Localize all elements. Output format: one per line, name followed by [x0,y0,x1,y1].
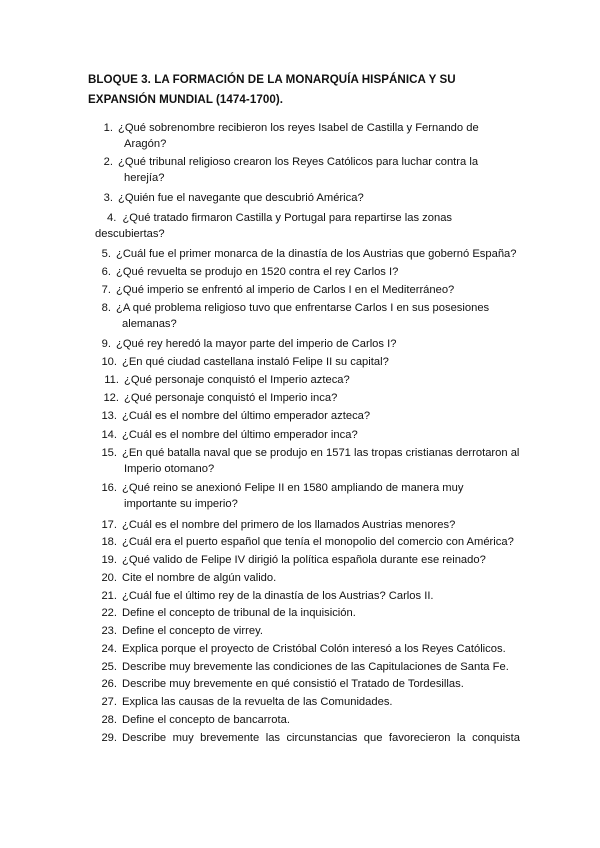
question-text: ¿Cuál es el nombre del último emperador inca? [122,429,358,441]
question-text: ¿Qué tratado firmaron Castilla y Portugal para repartirse las zonas [122,212,453,224]
question-text: Explica las causas de la revuelta de las Comunidades. [122,696,393,708]
question-number: 2. [103,156,113,168]
question-text: ¿Qué revuelta se produjo en 1520 contra el rey Carlos I? [116,266,399,278]
question-number: 28. [101,714,117,726]
question-text: ¿Cuál fue el primer monarca de la dinastía de los Austrias que gobernó España? [116,248,517,260]
question-number: 3. [103,192,113,204]
question-text: Define el concepto de tribunal de la inquisición. [122,607,356,619]
question-text: ¿Cuál era el puerto español que tenía el monopolio del comercio con América? [122,536,514,548]
question-number: 29. [101,732,117,744]
question-number: 1. [103,122,113,134]
question-number: 14. [101,429,117,441]
question-text: Describe muy brevemente las circunstancias que favorecieron la conquista [122,732,520,744]
question-item [103,154,479,186]
question-number: 9. [101,338,111,350]
title-line-1: BLOQUE 3. LA FORMACIÓN DE LA MONARQUÍA HISPÁNICA Y SU [88,73,456,86]
question-text: ¿Qué personaje conquistó el Imperio azteca? [124,374,350,386]
question-text-continued: descubiertas? [95,228,165,241]
question-item [101,534,514,550]
question-number: 23. [101,625,117,637]
question-text: ¿Quién fue el navegante que descubrió América? [118,192,364,204]
question-item [101,517,456,533]
document-title [88,70,518,110]
question-item [101,676,464,692]
question-number: 26. [101,678,117,690]
question-item [101,730,520,746]
question-item [101,480,464,512]
question-item [101,605,356,621]
question-text: ¿En qué batalla naval que se produjo en 1571 las tropas cristianas derrotaron al [122,447,520,459]
question-number: 24. [101,643,117,655]
question-item [101,659,509,675]
question-number: 15. [101,447,117,459]
question-text: ¿En qué ciudad castellana instaló Felipe II su capital? [122,356,389,368]
question-item [101,246,517,262]
question-text: Define el concepto de virrey. [122,625,263,637]
question-item [101,264,399,280]
question-item [103,190,364,206]
question-item [101,712,290,728]
question-item [103,390,338,406]
question-text: Define el concepto de bancarrota. [122,714,290,726]
question-number: 11. [104,374,119,386]
question-text: ¿Qué rey heredó la mayor parte del imperio de Carlos I? [116,338,397,350]
question-item [101,570,277,586]
question-number: 17. [101,519,117,531]
question-text: Describe muy brevemente las condiciones de las Capitulaciones de Santa Fe. [122,661,509,673]
question-number: 13. [101,410,117,422]
question-number: 20. [101,572,117,584]
question-number: 8. [101,302,111,314]
question-number: 12. [103,392,119,404]
question-text: ¿Qué sobrenombre recibieron los reyes Isabel de Castilla y Fernando de [118,122,479,134]
question-item [101,282,455,298]
question-item [101,336,397,352]
question-text: ¿Qué imperio se enfrentó al imperio de Carlos I en el Mediterráneo? [116,284,455,296]
question-number: 19. [101,554,117,566]
question-text: Describe muy brevemente en qué consistió el Tratado de Tordesillas. [122,678,464,690]
question-text: ¿Qué reino se anexionó Felipe II en 1580 ampliando de manera muy [122,482,464,494]
question-text: Explica porque el proyecto de Cristóbal Colón interesó a los Reyes Católicos. [122,643,506,655]
question-text: Cite el nombre de algún valido. [122,572,277,584]
question-text-continued: herejía? [124,172,165,185]
question-text: ¿A qué problema religioso tuvo que enfrentarse Carlos I en sus posesiones [116,302,490,314]
question-number: 21. [101,590,117,602]
question-text: ¿Cuál es el nombre del primero de los llamados Austrias menores? [122,519,456,531]
question-number: 10. [101,356,117,368]
question-item [101,408,371,424]
question-text: ¿Qué personaje conquistó el Imperio inca? [124,392,338,404]
question-item [95,210,453,242]
question-text: ¿Qué tribunal religioso crearon los Reyes Católicos para luchar contra la [118,156,479,168]
question-item [101,445,520,477]
question-text: ¿Cuál fue el último rey de la dinastía de los Austrias? Carlos II. [122,590,434,602]
question-item [104,372,350,388]
question-text: ¿Qué valido de Felipe IV dirigió la política española durante ese reinado? [122,554,486,566]
question-item [101,641,506,657]
title-line-2: EXPANSIÓN MUNDIAL (1474-1700). [88,93,283,106]
question-number: 6. [101,266,111,278]
question-number: 25. [101,661,117,673]
question-item [101,552,486,568]
question-text-continued: Aragón? [124,138,167,151]
question-number: 4. [107,212,117,224]
question-number: 22. [101,607,117,619]
question-text: ¿Cuál es el nombre del último emperador azteca? [122,410,371,422]
question-item [101,694,393,710]
question-number: 7. [101,284,111,296]
question-number: 18. [101,536,117,548]
question-item [101,300,490,332]
question-item [101,623,263,639]
question-item [101,354,389,370]
question-text-continued: alemanas? [122,318,177,331]
question-item [101,427,358,443]
question-item [101,588,434,604]
question-text-continued: Imperio otomano? [124,463,215,476]
question-number: 16. [101,482,117,494]
question-number: 5. [101,248,111,260]
question-number: 27. [101,696,117,708]
question-text-continued: importante su imperio? [124,498,238,511]
question-item [103,120,479,152]
